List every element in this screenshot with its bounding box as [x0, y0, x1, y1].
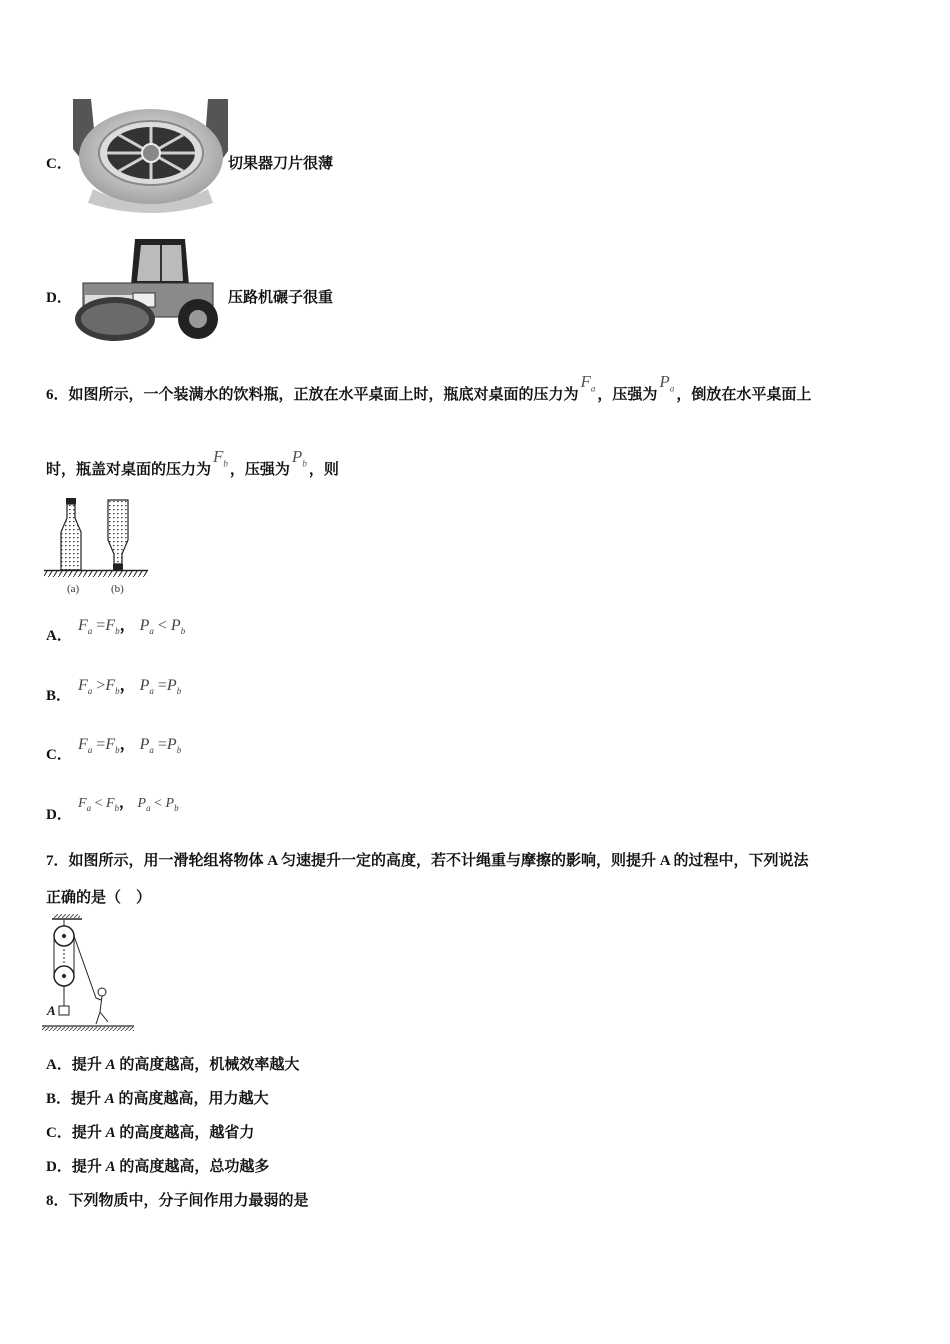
q6-option-d-formula: $F_a < F_b$， $P_a < P_b$	[78, 795, 179, 813]
q6-stem-text: 6．如图所示，一个装满水的饮料瓶，正放在水平桌面上时，瓶底对桌面的压力为	[46, 387, 579, 403]
q6-option-b-letter[interactable]: B．	[46, 688, 72, 704]
q6-symbol-pa: $P_a$	[659, 372, 675, 394]
q7-option-b[interactable]: B．提升 A 的高度越高，用力越大	[46, 1091, 269, 1107]
q5-option-d-text: 压路机碾子很重	[228, 290, 334, 306]
q6-symbol-fa: $F_a$	[580, 372, 596, 394]
q7-option-c[interactable]: C．提升 A 的高度越高，越省力	[46, 1125, 255, 1141]
q5-option-d-letter: D．	[46, 290, 72, 306]
q6-option-d-letter[interactable]: D．	[46, 807, 72, 823]
bottles-figure	[44, 496, 148, 578]
q6-option-a-letter[interactable]: A．	[46, 628, 72, 644]
q7-stem-line-1: 7．如图所示，用一滑轮组将物体 A 匀速提升一定的高度，若不计绳重与摩擦的影响，则提升 A 的过程中，下列说法	[46, 853, 809, 869]
q6-stem-text: 时，瓶盖对桌面的压力为	[46, 462, 212, 478]
q5-option-c-letter: C．	[46, 156, 72, 172]
q6-option-c-formula: $F_a =F_b$， $P_a =P_b$	[78, 736, 182, 756]
q6-stem-text: ，压强为	[597, 387, 658, 403]
q7-stem-line-2: 正确的是（ ）	[46, 890, 152, 906]
fruit-slicer-image	[73, 99, 228, 213]
q6-stem-text: ，压强为	[229, 462, 290, 478]
q6-option-b-formula: $F_a >F_b$， $P_a =P_b$	[78, 677, 182, 697]
bottle-a-caption: (a)	[67, 583, 80, 595]
q6-option-a-formula: $F_a =F_b$， $P_a < P_b$	[78, 617, 186, 637]
bottle-b-caption: (b)	[111, 583, 124, 595]
q6-stem-text: ，倒放在水平桌面上	[676, 387, 812, 403]
q5-option-c-text: 切果器刀片很薄	[228, 156, 334, 172]
q6-stem-line-1	[46, 372, 812, 405]
q7-option-a[interactable]: A．提升 A 的高度越高，机械效率越大	[46, 1057, 300, 1073]
q7-option-d[interactable]: D．提升 A 的高度越高，总功越多	[46, 1159, 270, 1175]
q6-option-c-letter[interactable]: C．	[46, 747, 72, 763]
q8-stem-line-1: 8．下列物质中，分子间作用力最弱的是	[46, 1193, 309, 1209]
q6-stem-line-2	[46, 447, 339, 480]
road-roller-image	[73, 235, 228, 345]
q6-symbol-pb: $P_b$	[291, 447, 307, 469]
q6-symbol-fb: $F_b$	[213, 447, 228, 469]
pulley-label-a: A	[47, 1003, 56, 1018]
q6-stem-text: ，则	[308, 462, 339, 478]
